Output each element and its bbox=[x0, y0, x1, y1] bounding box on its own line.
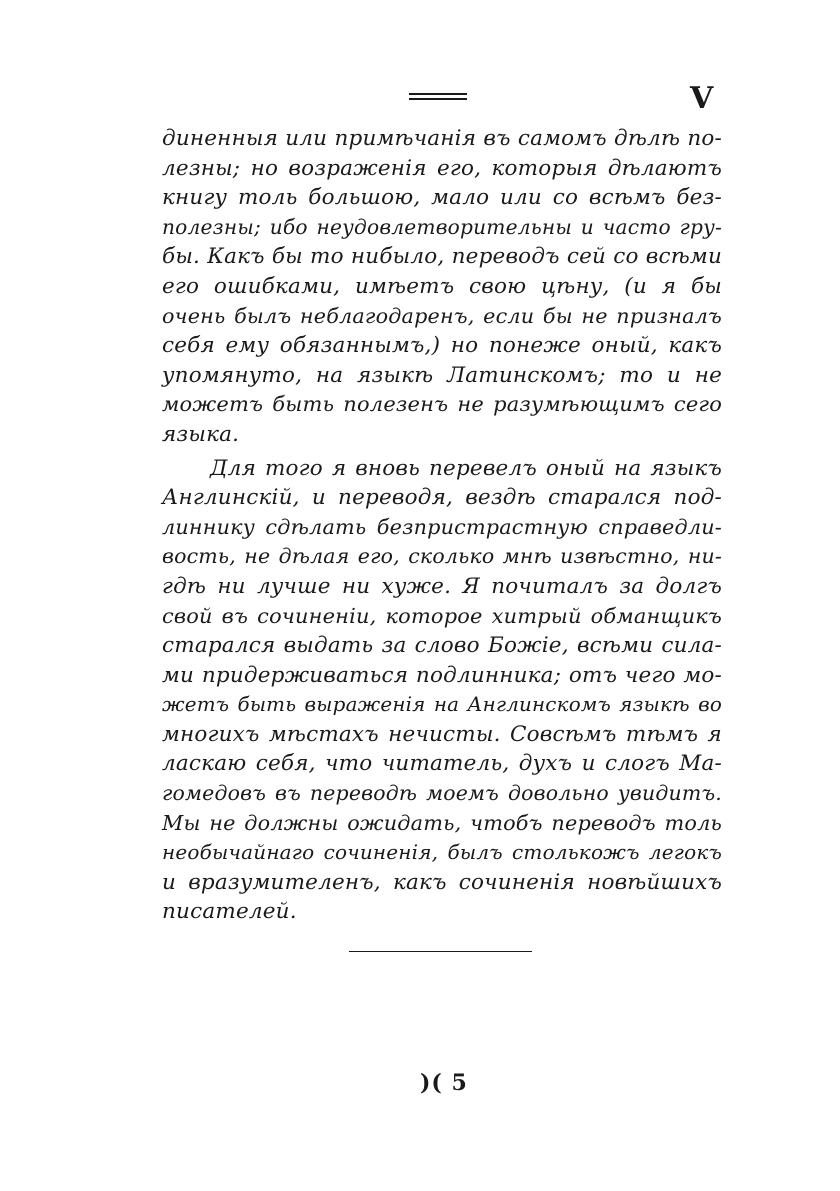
text-line: языка. bbox=[162, 421, 240, 447]
text-line: жетъ быть выраженія на Англинскомъ языкѣ во bbox=[162, 693, 722, 717]
paragraph-2 bbox=[162, 454, 722, 928]
text-line: полезны; ибо неудовлетворительны и часто гру- bbox=[162, 214, 722, 239]
signature-mark: )( 5 bbox=[420, 1070, 468, 1096]
text-line: ми придерживаться подлинника; отъ чего мо- bbox=[162, 662, 722, 688]
text-line: старался выдать за слово Божіе, всѣми сила- bbox=[162, 633, 722, 659]
text-line: линнику сдѣлать безпристрастную справедли- bbox=[162, 514, 722, 539]
text-line: многихъ мѣстахъ нечисты. Совсѣмъ тѣмъ я bbox=[162, 721, 722, 747]
paragraph-1 bbox=[162, 124, 722, 450]
body-text bbox=[162, 124, 722, 927]
header-double-rule bbox=[409, 93, 467, 102]
text-line: ласкаю себя, что читатель, духъ и слогъ Ма- bbox=[162, 751, 722, 777]
text-line: свой въ сочиненіи, которое хитрый обманщикъ bbox=[162, 603, 722, 628]
text-line: очень былъ неблагодаренъ, если бы не призналъ bbox=[162, 303, 722, 328]
text-line: и вразумителенъ, какъ сочиненія новѣйшихъ bbox=[162, 869, 722, 895]
text-line: необычайнаго сочиненія, былъ столькожъ легокъ bbox=[162, 840, 722, 865]
text-line: лезны; но возраженія его, которыя дѣлаютъ bbox=[162, 155, 722, 181]
text-line: диненныя или примѣчанія въ самомъ дѣлѣ по- bbox=[162, 126, 722, 151]
page-number: V bbox=[690, 81, 714, 116]
text-line: можетъ быть полезенъ не разумѣющимъ сего bbox=[162, 392, 722, 417]
text-line: себя ему обязаннымъ,) но понеже оный, какъ bbox=[162, 333, 722, 359]
text-line: Англинскій, и переводя, вездѣ старался под- bbox=[162, 485, 722, 511]
text-line: писателей. bbox=[162, 899, 297, 925]
text-line: Для того я вновь перевелъ оный на языкъ bbox=[210, 455, 722, 481]
text-line: бы. Какъ бы то нибыло, переводъ сей со всѣми bbox=[162, 244, 722, 270]
text-line: вость, не дѣлая его, сколько мнѣ извѣстно, ни- bbox=[162, 544, 722, 569]
text-line: его ошибками, имѣетъ свою цѣну, (и я бы bbox=[162, 273, 722, 299]
text-line: упомянуто, на языкѣ Латинскомъ; то и не bbox=[162, 362, 722, 388]
text-line: гомедовъ въ переводѣ моемъ довольно увидитъ. bbox=[162, 781, 722, 806]
text-line: гдѣ ни лучше ни хуже. Я почиталъ за долгъ bbox=[162, 573, 722, 599]
text-line: Мы не должны ожидать, чтобъ переводъ толь bbox=[162, 810, 722, 835]
section-end-rule bbox=[349, 951, 532, 952]
text-line: книгу толь большою, мало или со всѣмъ без- bbox=[162, 185, 722, 211]
